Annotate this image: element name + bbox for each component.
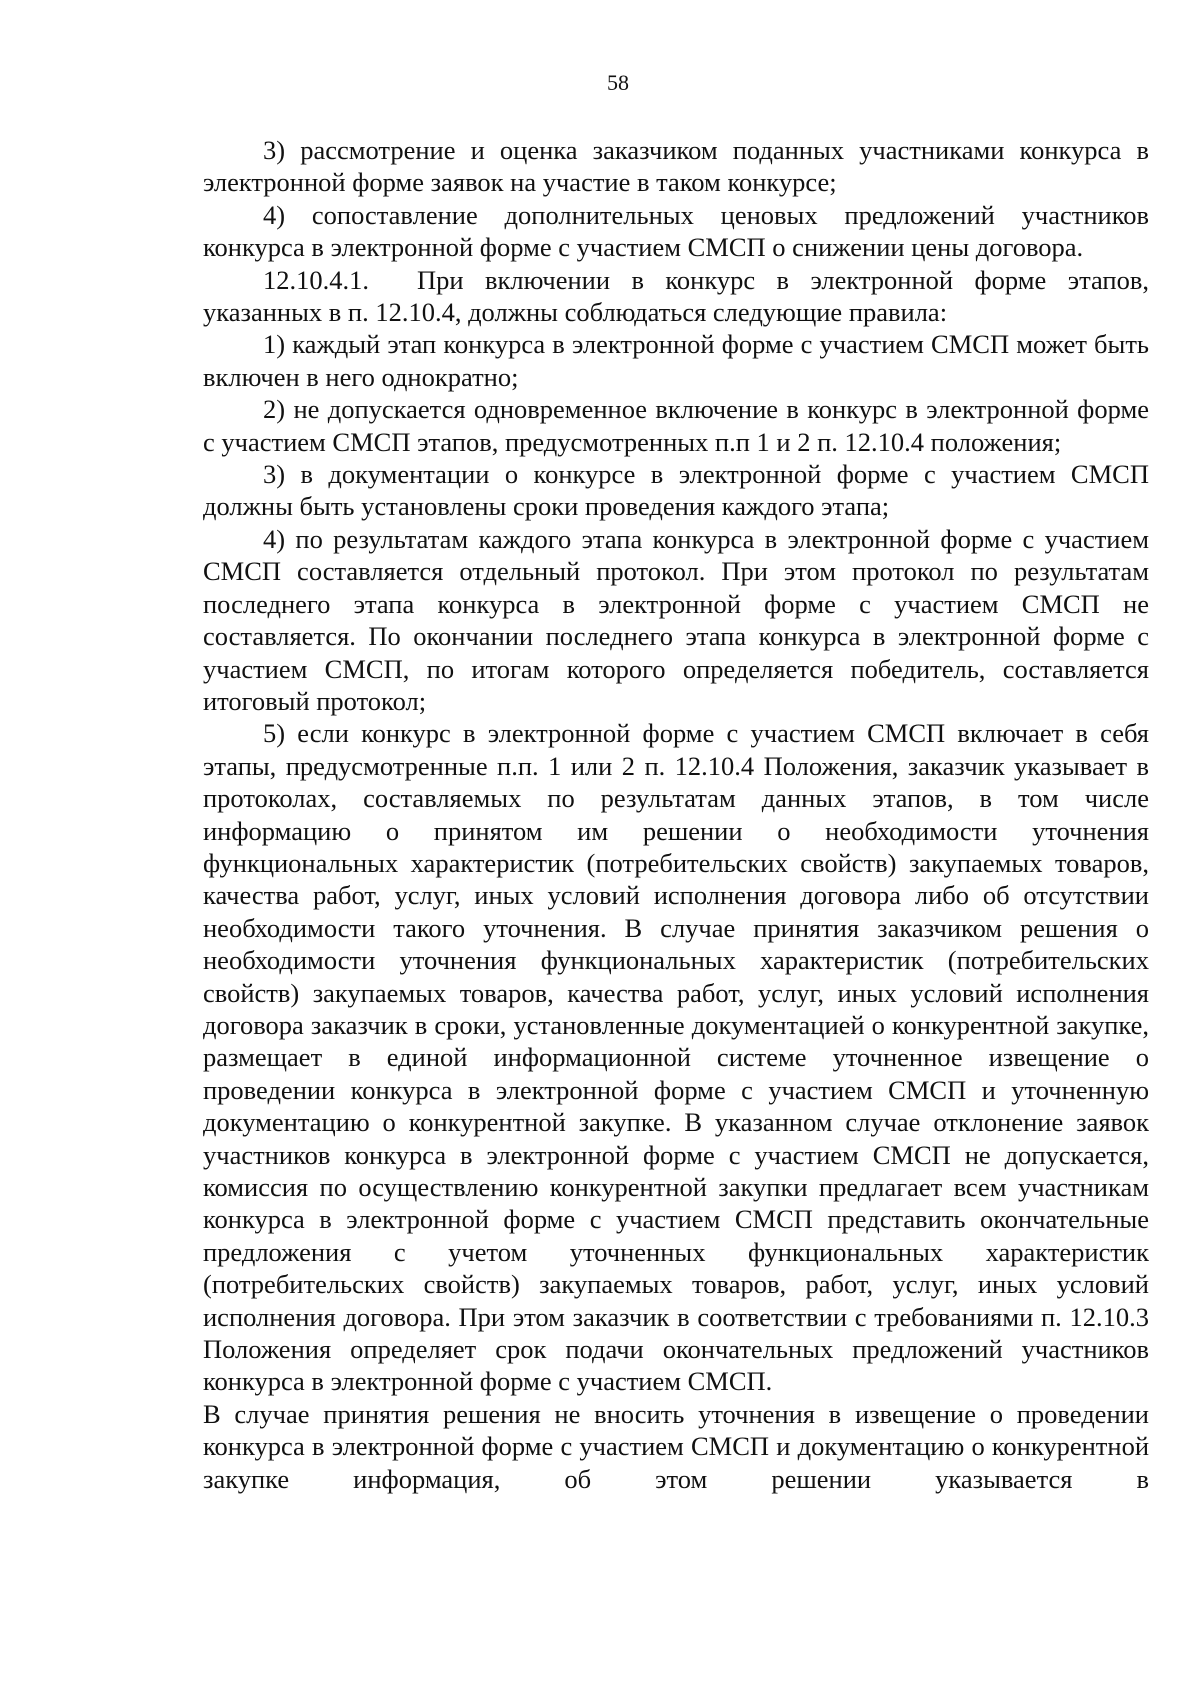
body-text <box>203 134 1149 1495</box>
clause-number: 12.10.4.1. <box>263 264 369 295</box>
clause-text: При включении в конкурс в электронной форме этапов, указанных в п. 12.10.4, должны соблюдаться следующие правила: <box>203 264 1149 328</box>
rule-item-2: 2) не допускается одновременное включение в конкурс в электронной форме с участием СМСП этапов, предусмотренных п.п 1 и 2 п. 12.10.4 положения; <box>203 394 1149 457</box>
continuation-paragraph: В случае принятия решения не вносить уточнения в извещение о проведении конкурса в электронной форме с участием СМСП и документацию о конкурентной закупке информация, об этом решении указывается в <box>203 1398 1149 1494</box>
paragraph-item-3: 3) рассмотрение и оценка заказчиком поданных участниками конкурса в электронной форме заявок на участие в таком конкурсе; <box>203 135 1149 198</box>
page-number: 58 <box>607 70 629 95</box>
rule-item-5: 5) если конкурс в электронной форме с участием СМСП включает в себя этапы, предусмотренные п.п. 1 или 2 п. 12.10.4 Положения, заказчик указывает в протоколах, составляемых по результатам данных этапов, в том числе информацию о принятом им решении о необходимости уточнения функциональных характеристик (потребительских свойств) закупаемых товаров, качества работ, услуг, иных условий исполнения договора либо об отсутствии необходимости такого уточнения. В случае принятия заказчиком решения о необходимости уточнения функциональных характеристик (потребительских свойств) закупаемых товаров, качества работ, услуг, иных условий исполнения договора заказчик в сроки, установленные документацией о конкурентной закупке, размещает в единой информационной системе уточненное извещение о проведении конкурса в электронной форме с участием СМСП и уточненную документацию о конкурентной закупке. В указанном случае отклонение заявок участников конкурса в электронной форме с участием СМСП не допускается, комиссия по осуществлению конкурентной закупки предлагает всем участникам конкурса в электронной форме с участием СМСП представить окончательные предложения с учетом уточненных функциональных характеристик (потребительских свойств) закупаемых товаров, работ, услуг, иных условий исполнения договора. При этом заказчик в соответствии с требованиями п. 12.10.3 Положения определяет срок подачи окончательных предложений участников конкурса в электронной форме с участием СМСП. <box>203 718 1149 1397</box>
clause-12-10-4-1 <box>203 264 1149 329</box>
rule-item-3: 3) в документации о конкурсе в электронной форме с участием СМСП должны быть установлены сроки проведения каждого этапа; <box>203 459 1149 522</box>
rule-item-4: 4) по результатам каждого этапа конкурса в электронной форме с участием СМСП составляется отдельный протокол. При этом протокол по результатам последнего этапа конкурса в электронной форме с участием СМСП не составляется. По окончании последнего этапа конкурса в электронной форме с участием СМСП, по итогам которого определяется победитель, составляется итоговый протокол; <box>203 523 1149 716</box>
paragraph-item-4: 4) сопоставление дополнительных ценовых предложений участников конкурса в электронной форме с участием СМСП о снижении цены договора. <box>203 199 1149 263</box>
rule-item-1: 1) каждый этап конкурса в электронной форме с участием СМСП может быть включен в него однократно; <box>203 329 1149 392</box>
